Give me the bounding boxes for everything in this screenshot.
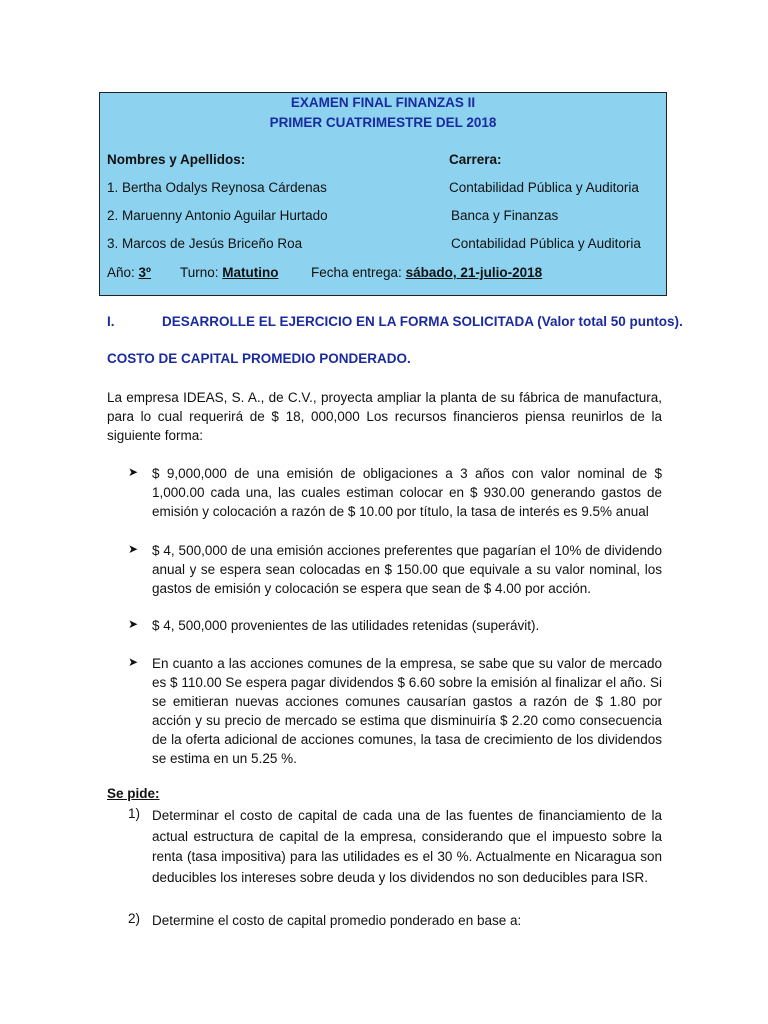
student-name-2: 2. Maruenny Antonio Aguilar Hurtado <box>107 208 328 223</box>
career-label: Carrera: <box>449 152 502 167</box>
arrowhead-bullet-icon: ➤ <box>128 465 139 479</box>
year-label: Año: <box>107 265 135 280</box>
date-value: sábado, 21-julio-2018 <box>405 265 543 280</box>
shift-field <box>180 265 279 280</box>
student-name-3: 3. Marcos de Jesús Briceño Roa <box>107 236 303 251</box>
section-subheading: COSTO DE CAPITAL PROMEDIO PONDERADO. <box>107 351 411 366</box>
section-numeral: I. <box>107 314 115 329</box>
arrowhead-bullet-icon: ➤ <box>128 542 139 556</box>
date-label: Fecha entrega: <box>311 265 402 280</box>
exam-title: EXAMEN FINAL FINANZAS II <box>290 95 476 110</box>
intro-paragraph: La empresa IDEAS, S. A., de C.V., proyecta ampliar la planta de su fábrica de manufactura, para lo cual requerirá de $ 18, 000,000 Los recursos financieros piensa reunirlos de la siguiente forma: <box>107 390 662 443</box>
arrowhead-bullet-icon: ➤ <box>128 655 139 669</box>
item-text-1: Determinar el costo de capital de cada una de las fuentes de financiamiento de la actual estructura de capital de la empresa, considerando que el impuesto sobre la renta (tasa impositiva) para las utilidades es el 30 %. Actualmente en Nicaragua son deducibles los intereses sobre deuda y los dividendos no son deducibles para ISR. <box>152 808 662 885</box>
item-number-2: 2) <box>128 911 141 926</box>
year-field <box>107 265 151 280</box>
year-value: 3º <box>138 265 151 280</box>
se-pide-heading: Se pide: <box>107 786 160 801</box>
student-career-3: Contabilidad Pública y Auditoria <box>451 236 641 251</box>
shift-value: Matutino <box>222 265 279 280</box>
section-heading: DESARROLLE EL EJERCICIO EN LA FORMA SOLICITADA (Valor total 50 puntos). <box>162 314 683 329</box>
student-career-2: Banca y Finanzas <box>451 208 559 223</box>
bullet-item-2: $ 4, 500,000 de una emisión acciones preferentes que pagarían el 10% de dividendo anual y se espera sean colocadas en $ 150.00 que equivale a su valor nominal, los gastos de emisión y colocación se espera que sean de $ 4.00 por acción. <box>152 543 662 596</box>
shift-label: Turno: <box>180 265 219 280</box>
bullet-item-4: En cuanto a las acciones comunes de la empresa, se sabe que su valor de mercado es $ 110.00 Se espera pagar dividendos $ 6.60 sobre la emisión al finalizar el año. Si se emitieran nuevas acciones comunes causarían gastos a razón de $ 1.80 por acción y su precio de mercado se estima que disminuiría $ 2.20 como consecuencia de la oferta adicional de acciones comunes, la tasa de crecimiento de los dividendos se estima en un 5.25 %. <box>152 656 662 766</box>
names-label: Nombres y Apellidos: <box>107 152 246 167</box>
student-name-1: 1. Bertha Odalys Reynosa Cárdenas <box>107 180 327 195</box>
arrowhead-bullet-icon: ➤ <box>128 617 139 631</box>
exam-subtitle: PRIMER CUATRIMESTRE DEL 2018 <box>269 115 497 130</box>
exam-header-box <box>99 92 667 296</box>
item-number-1: 1) <box>128 806 141 821</box>
item-text-2: Determine el costo de capital promedio ponderado en base a: <box>152 913 522 928</box>
bullet-item-3: $ 4, 500,000 provenientes de las utilidades retenidas (superávit). <box>152 618 540 633</box>
date-field <box>311 265 542 280</box>
bullet-item-1: $ 9,000,000 de una emisión de obligaciones a 3 años con valor nominal de $ 1,000.00 cada una, las cuales estiman colocar en $ 930.00 generando gastos de emisión y colocación a razón de $ 10.00 por título, la tasa de interés es 9.5% anual <box>152 466 662 519</box>
student-career-1: Contabilidad Pública y Auditoria <box>449 180 639 195</box>
